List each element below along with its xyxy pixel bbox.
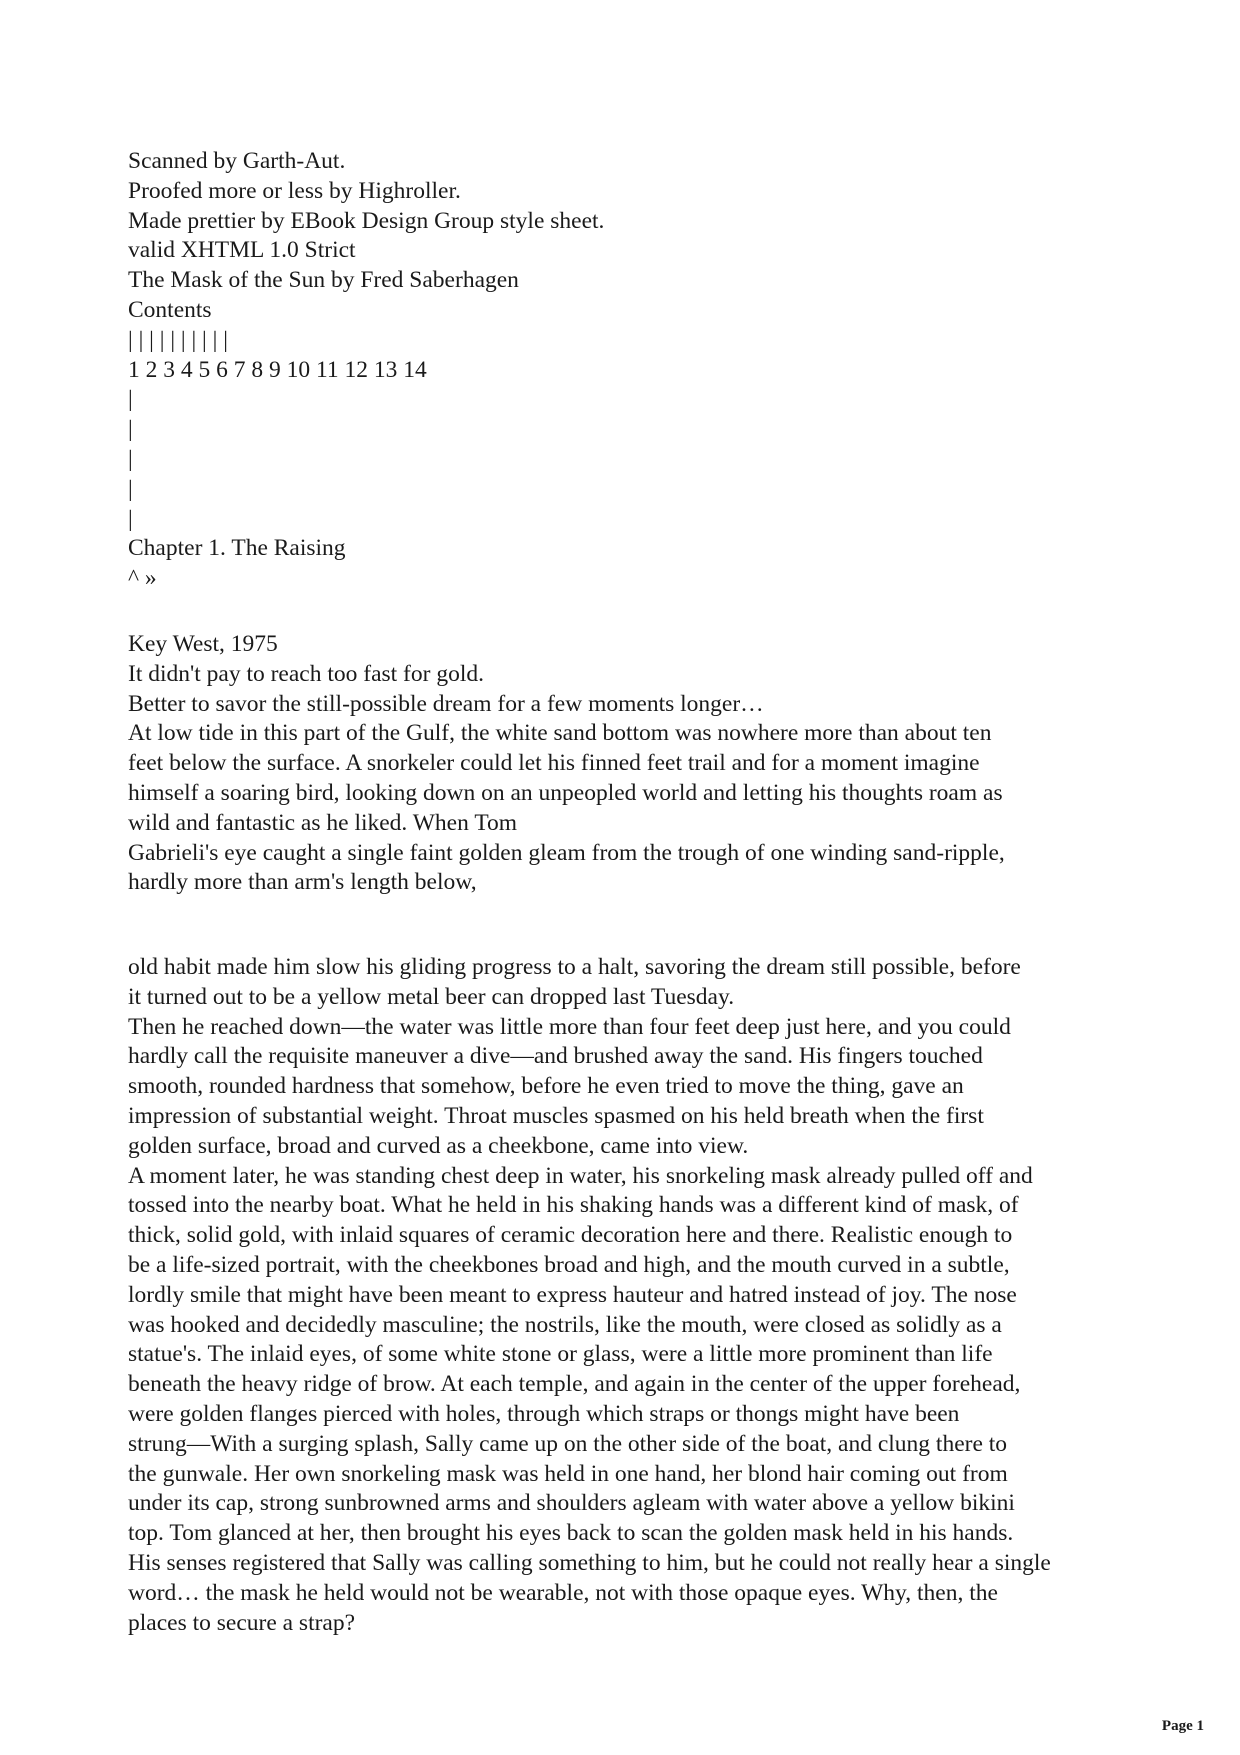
front-matter — [128, 147, 1128, 594]
book-title-line: The Mask of the Sun by Fred Saberhagen — [128, 267, 519, 294]
paragraph — [128, 953, 1128, 1013]
paragraph: It didn't pay to reach too fast for gold. — [128, 660, 484, 687]
text-line: smooth, rounded hardness that somehow, before he even tried to move the thing, gave an — [128, 1073, 964, 1100]
vertical-bar: | — [128, 475, 133, 502]
text-line: A moment later, he was standing chest deep in water, his snorkeling mask already pulled off and — [128, 1162, 1033, 1189]
text-line: himself a soaring bird, looking down on an unpeopled world and letting his thoughts roam as — [128, 779, 1003, 806]
page-number: Page 1 — [1161, 1718, 1204, 1734]
paragraph — [128, 839, 1128, 899]
contents-separator-row: | | | | | | | | | | — [128, 326, 228, 353]
text-line: Gabrieli's eye caught a single faint golden gleam from the trough of one winding sand-ripple, — [128, 839, 1005, 866]
text-line: it turned out to be a yellow metal beer can dropped last Tuesday. — [128, 983, 735, 1010]
proofed-by-line: Proofed more or less by Highroller. — [128, 177, 461, 204]
chapter-heading: Chapter 1. The Raising — [128, 535, 346, 562]
text-line: hardly more than arm's length below, — [128, 869, 477, 896]
text-line: Then he reached down—the water was little more than four feet deep just here, and you could — [128, 1013, 1011, 1040]
chapter-nav-links[interactable]: ^ » — [128, 565, 157, 592]
validity-line: valid XHTML 1.0 Strict — [128, 237, 356, 264]
text-line: was hooked and decidedly masculine; the nostrils, like the mouth, were closed as solidly as a — [128, 1311, 1002, 1338]
text-line: golden surface, broad and curved as a cheekbone, came into view. — [128, 1132, 749, 1159]
vertical-bar: | — [128, 505, 133, 532]
style-sheet-line: Made prettier by EBook Design Group style sheet. — [128, 207, 605, 234]
chapter-continuation — [128, 953, 1128, 1638]
text-line: At low tide in this part of the Gulf, the white sand bottom was nowhere more than about ten — [128, 720, 992, 747]
text-line: top. Tom glanced at her, then brought his eyes back to scan the golden mask held in his hands. — [128, 1520, 1014, 1547]
text-line: strung—With a surging splash, Sally came up on the other side of the boat, and clung there to — [128, 1430, 1008, 1457]
paragraph: Better to savor the still-possible dream for a few moments longer… — [128, 690, 764, 717]
text-line: feet below the surface. A snorkeler could let his finned feet trail and for a moment imagine — [128, 750, 980, 777]
text-line: wild and fantastic as he liked. When Tom — [128, 809, 518, 836]
vertical-bar: | — [128, 386, 133, 413]
vertical-bar: | — [128, 445, 133, 472]
contents-link[interactable]: Contents — [128, 296, 212, 323]
text-line: old habit made him slow his gliding progress to a halt, savoring the dream still possible, before — [128, 954, 1021, 980]
text-line: impression of substantial weight. Throat muscles spasmed on his held breath when the first — [128, 1102, 984, 1129]
place-date-line: Key West, 1975 — [128, 631, 278, 657]
text-line: tossed into the nearby boat. What he held in his shaking hands was a different kind of mask, of — [128, 1192, 1019, 1219]
scanned-by-line: Scanned by Garth-Aut. — [128, 148, 346, 174]
text-line: beneath the heavy ridge of brow. At each temple, and again in the center of the upper forehead, — [128, 1371, 1021, 1398]
text-line: were golden flanges pierced with holes, through which straps or thongs might have been — [128, 1400, 960, 1427]
paragraph — [128, 1013, 1128, 1162]
text-line: thick, solid gold, with inlaid squares of ceramic decoration here and there. Realistic enough to — [128, 1222, 1013, 1249]
chapter-links-row[interactable]: 1 2 3 4 5 6 7 8 9 10 11 12 13 14 — [128, 356, 427, 383]
text-line: be a life-sized portrait, with the cheekbones broad and high, and the mouth curved in a subtle, — [128, 1251, 1010, 1278]
text-line: lordly smile that might have been meant to express hauteur and hatred instead of joy. The nose — [128, 1281, 1017, 1308]
text-line: under its cap, strong sunbrowned arms and shoulders agleam with water above a yellow bikini — [128, 1490, 1015, 1517]
text-line: the gunwale. Her own snorkeling mask was held in one hand, her blond hair coming out from — [128, 1460, 1008, 1487]
paragraph — [128, 1162, 1128, 1639]
chapter-opening — [128, 630, 1128, 898]
text-line: word… the mask he held would not be wearable, not with those opaque eyes. Why, then, the — [128, 1579, 998, 1606]
text-line: His senses registered that Sally was calling something to him, but he could not really hear a single — [128, 1549, 1051, 1576]
text-line: statue's. The inlaid eyes, of some white stone or glass, were a little more prominent than life — [128, 1341, 993, 1368]
text-line: places to secure a strap? — [128, 1609, 356, 1636]
text-line: hardly call the requisite maneuver a dive—and brushed away the sand. His fingers touched — [128, 1043, 983, 1070]
paragraph — [128, 719, 1128, 838]
vertical-bar: | — [128, 416, 133, 443]
